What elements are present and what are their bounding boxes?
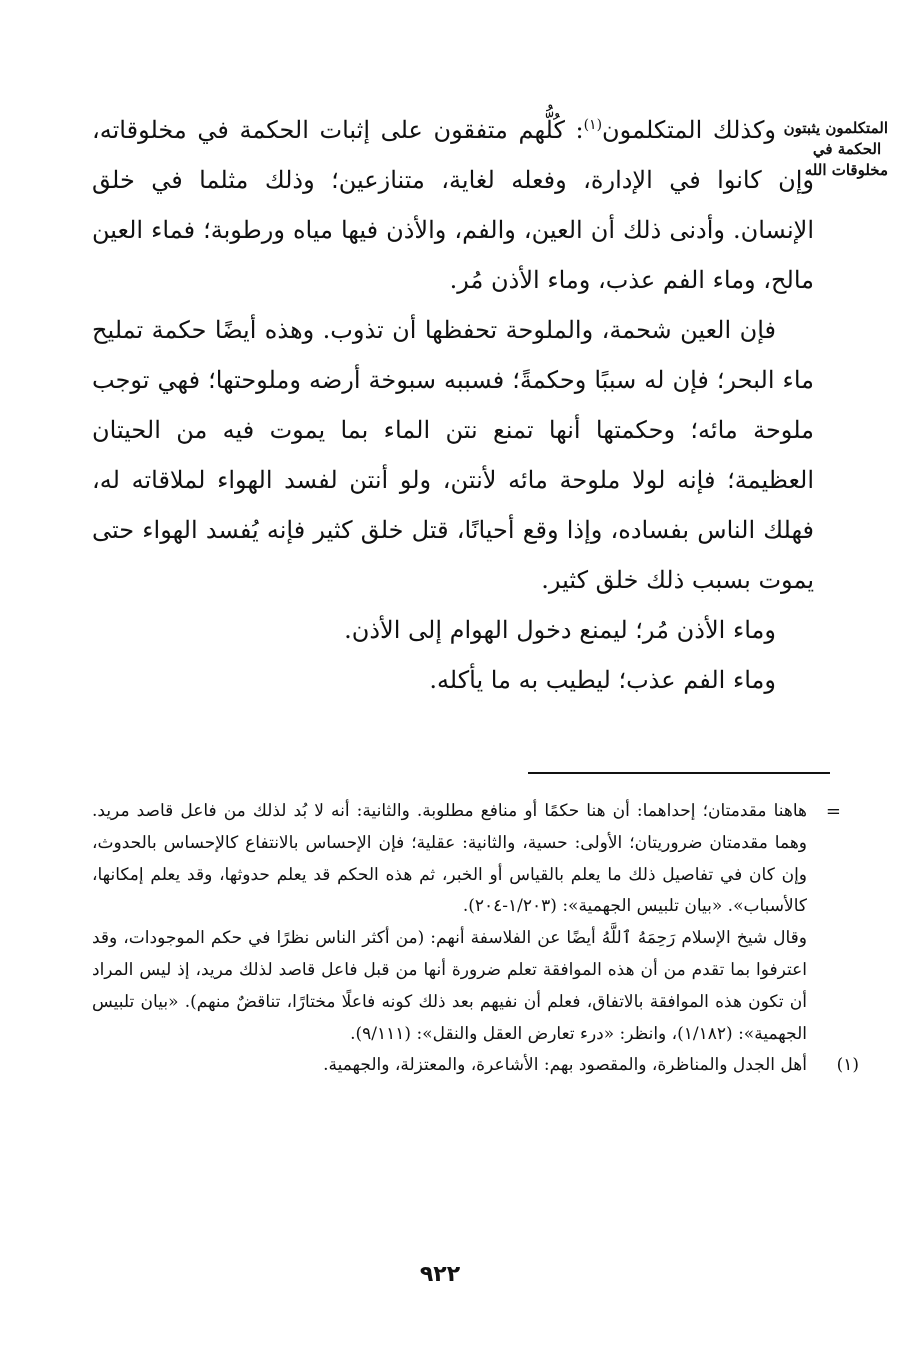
footnotes (92, 796, 859, 1082)
footnote-number: (١) (836, 1055, 859, 1076)
main-text (92, 105, 814, 705)
footnote-separator (528, 772, 830, 774)
margin-note-line: الحكمة في (812, 140, 882, 158)
paragraph: فإن العين شحمة، والملوحة تحفظها أن تذوب. وهذه أيضًا حكمة تمليح ماء البحر؛ فإن له سببًا وحكمةً؛ فسببه سبوخة أرضه وملوحتها؛ فهي توجب ملوحة مائه؛ وحكمتها أنها تمنع نتن الماء بما يموت فيه من الحيتان العظيمة؛ فإنه لولا ملوحة مائه لأنتن، ولو أنتن لفسد الهواء لملاقاته له، فهلك الناس بفساده، وإذا وقع أحيانًا، قتل خلق كثير فإنه يُفسد الهواء حتى يموت بسبب ذلك خلق كثير. (92, 316, 814, 594)
margin-note-line: مخلوقات الله (804, 161, 888, 179)
margin-note (783, 118, 888, 181)
footnote-1 (92, 1050, 859, 1082)
footnote-reference: (١) (583, 117, 603, 133)
paragraph-text: : كُلُّهم متفقون على إثبات الحكمة في مخلوقاته، وإن كانوا في الإدارة، وفعله لغاية، متنازعين؛ وذلك مثلما في خلق الإنسان. وأدنى ذلك أن العين، والفم، والأذن فيها مياه ورطوبة؛ فماء العين مالح، وماء الفم عذب، وماء الأذن مُر. (92, 116, 814, 294)
footnote-text: أهل الجدل والمناظرة، والمقصود بهم: الأشاعرة، والمعتزلة، والجهمية. (323, 1055, 807, 1076)
paragraph-text: وكذلك المتكلمون (602, 116, 776, 144)
paragraph: وماء الأذن مُر؛ ليمنع دخول الهوام إلى الأذن. (344, 616, 776, 644)
paragraph (92, 105, 814, 305)
continuation-mark: = (825, 801, 841, 822)
paragraph: وماء الفم عذب؛ ليطيب به ما يأكله. (429, 666, 776, 694)
footnote-text: هاهنا مقدمتان؛ إحداهما: أن هنا حكمًا أو منافع مطلوبة. والثانية: أنه لا بُد لذلك من فاعل قاصد مريد. وهما مقدمتان ضروريتان؛ الأولى: حسية، والثانية: عقلية؛ فإن الإحساس بالانتفاع كالإحساس بالحدوث، وإن كان في تفاصيل ذلك ما يعلم بالقياس أو الخبر، ثم هذه الحكم قد يعلم حدوثها، وقد يعلم إمكانها، كالأسباب». «بيان تلبيس الجهمية»: (١/٢٠٣-٢٠٤). (92, 801, 807, 917)
page-number: ٩٢٢ (419, 1262, 461, 1287)
margin-note-line: المتكلمون يثبتون (783, 119, 888, 137)
footnote-paragraph: وقال شيخ الإسلام رَحِمَهُ ٱللَّهُ أيضًا عن الفلاسفة أنهم: (من أكثر الناس نظرًا في حكم الموجودات، وقد اعترفوا بما تقدم من أن هذه الموافقة تعلم ضرورة أنها من قبل فاعل قاصد لذلك مريد، إذ ليس المراد أن تكون هذه الموافقة بالاتفاق، فعلم أن نفيهم بعد ذلك كونه فاعلًا مختارًا، تناقضٌ منهم). «بيان تلبيس الجهمية»: (١/١٨٢)، وانظر: «درء تعارض العقل والنقل»: (٩/١١١). (92, 928, 807, 1044)
footnote-continuation (92, 796, 841, 923)
